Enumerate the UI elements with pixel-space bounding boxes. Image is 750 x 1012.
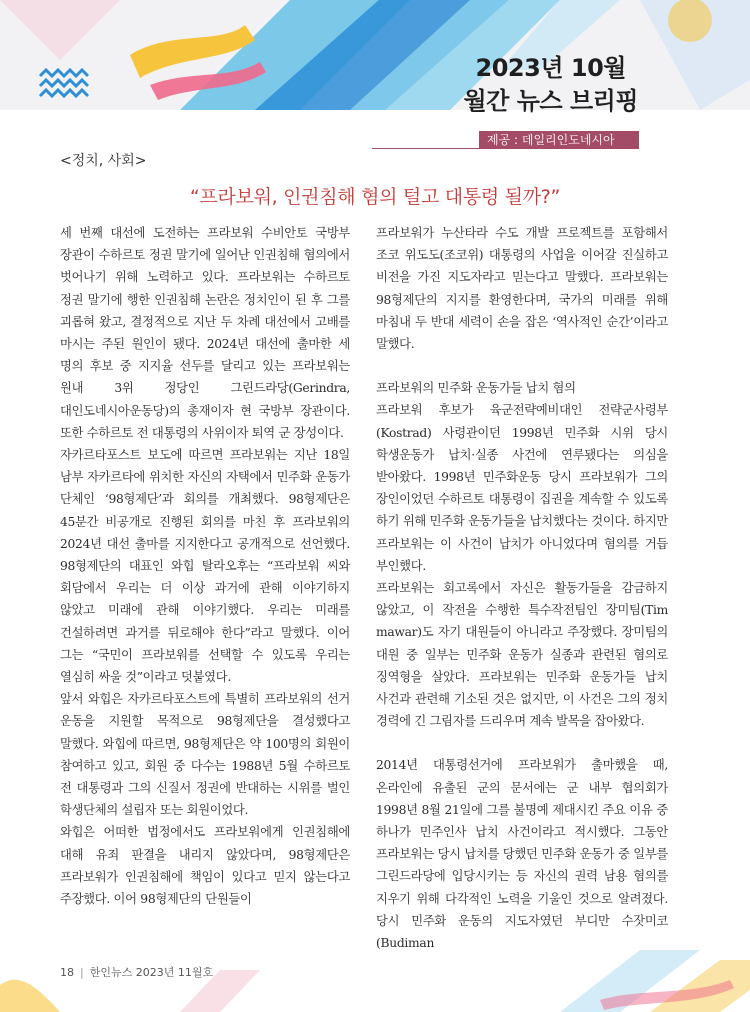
paragraph: 프라보워는 회고록에서 자신은 활동가들을 감금하지 않았고, 이 작전을 수행한 특수작전팀인 장미팀(Tim mawar)도 자기 대원들이 아니라고 주장했다. 장미팀의 대원 중 일부는 민주화 운동가 실종과 관련된 혐의로 징역형을 살았다. 프라보워는 민주화 운동가들 납치 사건과 관련해 기소된 것은 없지만, 이 사건은 그의 정치 경력에 긴 그림자를 드리우며 계속 발목을 잡아왔다. bbox=[376, 581, 668, 729]
article-headline: “프라보워, 인권침해 혐의 털고 대통령 될까?” bbox=[189, 186, 561, 208]
paragraph: 와힙은 어떠한 법정에서도 프라보워에게 인권침해에 대해 유죄 판결을 내리지 않았다며, 98형제단은 프라보워가 인권침해에 책임이 있다고 믿지 않는다고 주장했다. 이어 98형제단의 단원들이 bbox=[60, 825, 350, 907]
subheading: 프라보워의 민주화 운동가들 납치 혐의 bbox=[376, 381, 576, 396]
briefing-title bbox=[464, 52, 639, 118]
source-divider bbox=[372, 148, 637, 149]
paragraph: 프라보워가 누산타라 수도 개발 프로젝트를 포함해서 조코 위도도(조코위) 대통령의 사업을 이어갈 진실하고 비전을 가진 지도자라고 믿는다고 말했다. 프라보워는 98형제단의 지지를 환영한다며, 국가의 미래를 위해 마침내 두 반대 세력이 손을 잡은 ‘역사적인 순간’이라고 말했다. bbox=[376, 226, 668, 352]
page-footer: 18 | 한인뉴스 2023년 11월호 bbox=[60, 966, 214, 979]
wave-pattern-icon bbox=[40, 70, 88, 96]
paragraph: 자카르타포스트 보도에 따르면 프라보워는 지난 18일 남부 자카르타에 위치한 자신의 자택에서 민주화 운동가 단체인 ‘98형제단’과 회의를 개최했다. 98형제단은 45분간 비공개로 진행된 회의를 마친 후 프라보워의 2024년 대선 출마를 지지한다고 공개적으로 선언했다. 98형제단의 대표인 와힙 탈라오후는 “프라보워 씨와 회담에서 우리는 더 이상 과거에 관해 이야기하지 않았고 미래에 관해 이야기했다. 우리는 미래를 건설하려면 과거를 뒤로해야 한다”라고 말했다. 이어 그는 “국민이 프라보워를 선택할 수 있도록 우리는 열심히 싸울 것”이라고 덧붙였다. bbox=[60, 448, 350, 685]
article-left-column bbox=[60, 222, 350, 910]
paragraph: 2014년 대통령선거에 프라보워가 출마했을 때, 온라인에 유출된 군의 문서에는 군 내부 협의회가 1998년 8월 21일에 그를 불명예 제대시킨 주요 이유 중 하나가 민주인사 납치 사건이라고 적시했다. 그동안 프라보워는 당시 납치를 당했던 민주화 운동가 중 일부를 그린드라당에 입당시키는 등 자신의 권력 남용 혐의를 지우기 위해 다각적인 노력을 기울인 것으로 알려졌다. 당시 민주화 운동의 지도자였던 부디만 수잣미코(Budiman bbox=[376, 758, 668, 951]
section-tag: <정치, 사회> bbox=[60, 153, 147, 169]
article-right-column bbox=[376, 222, 668, 954]
paragraph: 프라보워 후보가 육군전략예비대인 전략군사령부(Kostrad) 사령관이던 1998년 민주화 시위 당시 학생운동가 납치·실종 사건에 연루됐다는 의심을 받아왔다. 1998년 민주화운동 당시 프라보워가 그의 장인이었던 수하르토 대통령이 집권을 계속할 수 있도록 하기 위해 민주화 운동가들을 납치했다는 것이다. 하지만 프라보워는 이 사건이 납치가 아니었다며 혐의를 거듭 부인했다. bbox=[376, 403, 668, 573]
page-number: 18 bbox=[60, 966, 74, 979]
paragraph: 세 번째 대선에 도전하는 프라보워 수비안토 국방부 장관이 수하르토 정권 말기에 일어난 인권침해 혐의에서 벗어나기 위해 노력하고 있다. 프라보워는 수하르토 정권 말기에 행한 인권침해 논란은 정치인이 된 후 그를 괴롭혀 왔고, 결정적으로 지난 두 차례 대선에서 고배를 마시는 주된 원인이 됐다. 2024년 대선에 출마한 세 명의 후보 중 지지율 선두를 달리고 있는 프라보워는 원내 3위 정당인 그린드라당(Gerindra, 대인도네시아운동당)의 총재이자 현 국방부 장관이다. 또한 수하르토 전 대통령의 사위이자 퇴역 군 장성이다. bbox=[60, 226, 350, 440]
briefing-title-month: 2023년 10월 bbox=[475, 54, 626, 82]
briefing-title-name: 월간 뉴스 브리핑 bbox=[463, 87, 638, 115]
source-badge: 제공 : 데일리인도네시아 bbox=[479, 131, 639, 149]
paragraph: 앞서 와힙은 자카르타포스트에 특별히 프라보워의 선거 운동을 지원할 목적으로 98형제단을 결성했다고 말했다. 와힙에 따르면, 98형제단은 약 100명의 회원이 참여하고 있고, 회원 중 다수는 1988년 5월 수하르토 전 대통령과 그의 신질서 정권에 반대하는 시위를 벌인 학생단체의 설립자 또는 회원이었다. bbox=[60, 692, 350, 818]
publication-name: 한인뉴스 2023년 11월호 bbox=[89, 966, 214, 979]
